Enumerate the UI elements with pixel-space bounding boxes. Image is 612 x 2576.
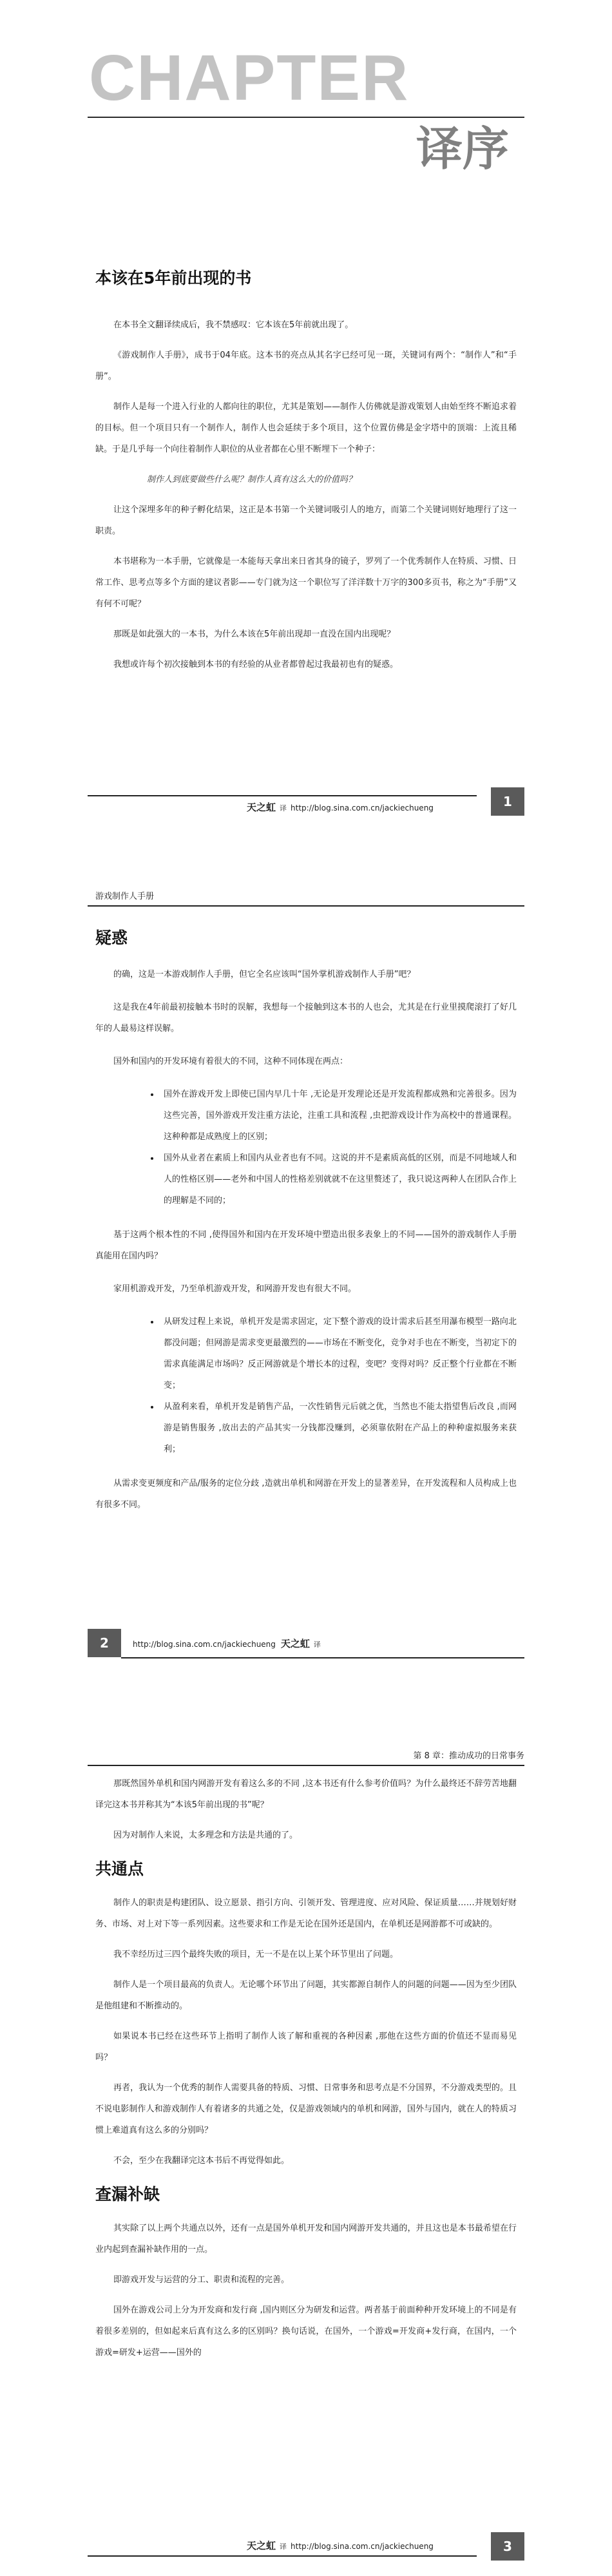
footer-url[interactable]: http://blog.sina.com.cn/jackiechueng <box>133 1640 276 1649</box>
paragraph: 本书堪称为一本手册，它就像是一本能每天拿出来日省其身的镜子，罗列了一个优秀制作人在特质、习惯、日常工作、思考点等多个方面的建议者影——专门就为这一个职位写了洋洋数十万字的300多页书，称之为“手册”又有何不可呢？ <box>95 557 517 609</box>
header-rule <box>88 905 524 907</box>
running-header: 第 8 章：推动成功的日常事务 <box>413 1751 524 1761</box>
paragraph: 制作人是每一个进入行业的人都向往的职位，尤其是策划——制作人仿佛就是游戏策划人由始至终不断追求着的目标。但一个项目只有一个制作人，制作人也会延续于多个项目，这个位置仿佛是金字塔中的顶端：上流且稀缺。于是几乎每一个向往着制作人职位的从业者都在心里不断埋下一个种子： <box>95 402 517 454</box>
page-1 <box>0 0 612 831</box>
paragraph: 的确，这是一本游戏制作人手册，但它全名应该叫“国外掌机游戏制作人手册”吧？ <box>113 970 416 979</box>
paragraph: 如果说本书已经在这些环节上指明了制作人该了解和重视的各种因素 ,那他在这些方面的价值还不显而易见吗？ <box>95 2032 517 2062</box>
page-number-badge: 2 <box>88 1629 121 1657</box>
page-number-badge: 1 <box>491 787 524 816</box>
page-3 <box>0 1749 612 2576</box>
paragraph: 制作人的职责是构建团队、设立愿景、指引方向、引领开发、管理进度、应对风险、保证质量……并规划好财务、市场、对上对下等一系列因素。这些要求和工作是无论在国外还是国内，在单机还是网游都不可或缺的。 <box>95 1898 517 1929</box>
page-2 <box>0 889 612 1707</box>
list-item: • 从研发过程上来说，单机开发是需求固定，定下整个游戏的设计需求后甚至用瀑布模型一路向北都没问题；但网游是需求变更最激烈的——市场在不断变化，竞争对手也在不断变，当初定下的需求真能满足市场吗？反正网游就是个增长本的过程，变吧？变得对吗？反正整个行业都在不断变； <box>160 1311 517 1396</box>
chapter-rule <box>88 117 524 118</box>
paragraph: 其实除了以上两个共通点以外，还有一点是国外单机开发和国内网游开发共通的，并且这也是本书最希望在行业内起到查漏补缺作用的一点。 <box>95 2224 517 2254</box>
paragraph: 国外在游戏公司上分为开发商和发行商 ,国内则区分为研发和运营。两者基于前面种种开发环境上的不同是有着很多差别的，但如起来后真有这么多的区别吗？换句话说，在国外，一个游戏=开发商+发行商，在国内，一个游戏=研发+运营——国外的 <box>95 2305 517 2358</box>
footer-rule <box>121 1657 524 1658</box>
page2-body <box>95 925 517 1515</box>
translator-signature: 天之虹 <box>247 802 276 813</box>
page1-footer <box>247 796 434 820</box>
running-header: 游戏制作人手册 <box>95 892 155 901</box>
translator-tag: 译 <box>280 804 287 812</box>
page2-heading: 疑惑 <box>95 928 128 947</box>
paragraph: 即游戏开发与运营的分工、职责和流程的完善。 <box>113 2275 290 2285</box>
page1-heading: 本该在5年前出现的书 <box>95 269 252 287</box>
paragraph: 因为对制作人来说，太多理念和方法是共通的了。 <box>113 1831 298 1840</box>
paragraph: 不会，至少在我翻译完这本书后不再觉得如此。 <box>113 2156 290 2166</box>
paragraph: 让这个深埋多年的种子孵化结果，这正是本书第一个关键词吸引人的地方，而第二个关键词则好地理行了这一职责。 <box>95 505 517 536</box>
footer-url[interactable]: http://blog.sina.com.cn/jackiechueng <box>291 803 434 812</box>
translator-tag: 译 <box>313 1640 321 1649</box>
chapter-title: 译序 <box>416 122 509 176</box>
paragraph: 再者，我认为一个优秀的制作人需要具备的特质、习惯、日常事务和思考点是不分国界，不分游戏类型的。且不说电影制作人和游戏制作人有着诸多的共通之处，仅是游戏领域内的单机和网游，国外与国内，就在人的特质习惯上难道真有这么多的分别吗？ <box>95 2083 517 2135</box>
header-rule <box>88 1765 524 1766</box>
page3-heading-common: 共通点 <box>95 1860 144 1878</box>
paragraph: 国外和国内的开发环境有着很大的不同，这种不同体现在两点： <box>113 1057 349 1066</box>
bullet-list <box>95 1311 517 1460</box>
chapter-label: CHAPTER <box>89 42 410 114</box>
list-item: • 国外在游戏开发上即使已国内早几十年 ,无论是开发理论还是开发流程都成熟和完善很多。因为这些完善，国外游戏开发注重方法论，注重工具和流程 ,虫把游戏设计作为高校中的普通课程。这种种都是成熟度上的区别； <box>160 1084 517 1148</box>
translator-signature: 天之虹 <box>247 2540 276 2552</box>
list-item: • 国外从业者在素质上和国内从业者也有不同。这说的并不是素质高低的区别，而是不同地域人和人的性格区别——老外和中国人的性格差别就就不在这里赘述了，我只说这两种人在团队合作上的理解是不同的； <box>160 1148 517 1211</box>
paragraph: 《游戏制作人手册》，成书于04年底。这本书的亮点从其名字已经可见一斑，关键词有两个：“制作人”和“手册”。 <box>95 351 517 381</box>
page1-body <box>95 265 517 675</box>
translator-signature: 天之虹 <box>280 1638 310 1649</box>
paragraph: 从需求变更频度和产品/服务的定位分歧 ,造就出单机和网游在开发上的显著差异，在开发流程和人员构成上也有很多不同。 <box>95 1479 517 1510</box>
paragraph: 那既是如此强大的一本书，为什么本该在5年前出现却一直没在国内出现呢？ <box>113 630 396 639</box>
paragraph: 在本书全文翻译续成后，我不禁感叹：它本该在5年前就出现了。 <box>113 320 354 330</box>
list-item: • 从盈利来看，单机开发是销售产品，一次性销售元后就之优，当然也不能太指望售后改良 ,而网游是销售服务 ,放出去的产品其实一分钱都没赚到，必须靠依附在产品上的种种虚拟服务来获利； <box>160 1396 517 1460</box>
paragraph: 我想或许每个初次接触到本书的有经验的从业者都曾起过我最初也有的疑惑。 <box>113 660 399 669</box>
page3-body <box>95 1773 517 2363</box>
translator-tag: 译 <box>280 2542 287 2551</box>
paragraph: 家用机游戏开发，乃至单机游戏开发，和网游开发也有很大不同。 <box>113 1284 357 1294</box>
paragraph: 我不幸经历过三四个最终失败的项目，无一不是在以上某个环节里出了问题。 <box>113 1950 399 1959</box>
footer-url[interactable]: http://blog.sina.com.cn/jackiechueng <box>291 2542 434 2551</box>
paragraph: 制作人是一个项目最高的负责人。无论哪个环节出了问题，其实都源自制作人的问题的问题——因为至少团队是他组建和不断推动的。 <box>95 1980 517 2011</box>
page-number-badge: 3 <box>491 2532 524 2561</box>
paragraph: 那既然国外单机和国内网游开发有着这么多的不同 ,这本书还有什么参考价值吗？为什么最终还不辞劳苦地翻译完这本书并称其为“本该5年前出现的书”呢？ <box>95 1779 517 1810</box>
page3-heading-fill-gaps: 查漏补缺 <box>95 2185 160 2204</box>
page3-footer <box>247 2535 434 2558</box>
bullet-list <box>95 1084 517 1211</box>
paragraph: 这是我在4年前最初接触本书时的误解，我想每一个接触到这本书的人也会，尤其是在行业里摸爬滚打了好几年的人最易这样误解。 <box>95 1003 517 1033</box>
paragraph: 基于这两个根本性的不同 ,使得国外和国内在开发环境中塑造出很多表象上的不同——国外的游戏制作人手册真能用在国内吗？ <box>95 1230 517 1261</box>
page2-footer <box>133 1633 325 1656</box>
quote: 制作人到底要做些什么呢？制作人真有这么大的价值吗？ <box>147 475 357 485</box>
